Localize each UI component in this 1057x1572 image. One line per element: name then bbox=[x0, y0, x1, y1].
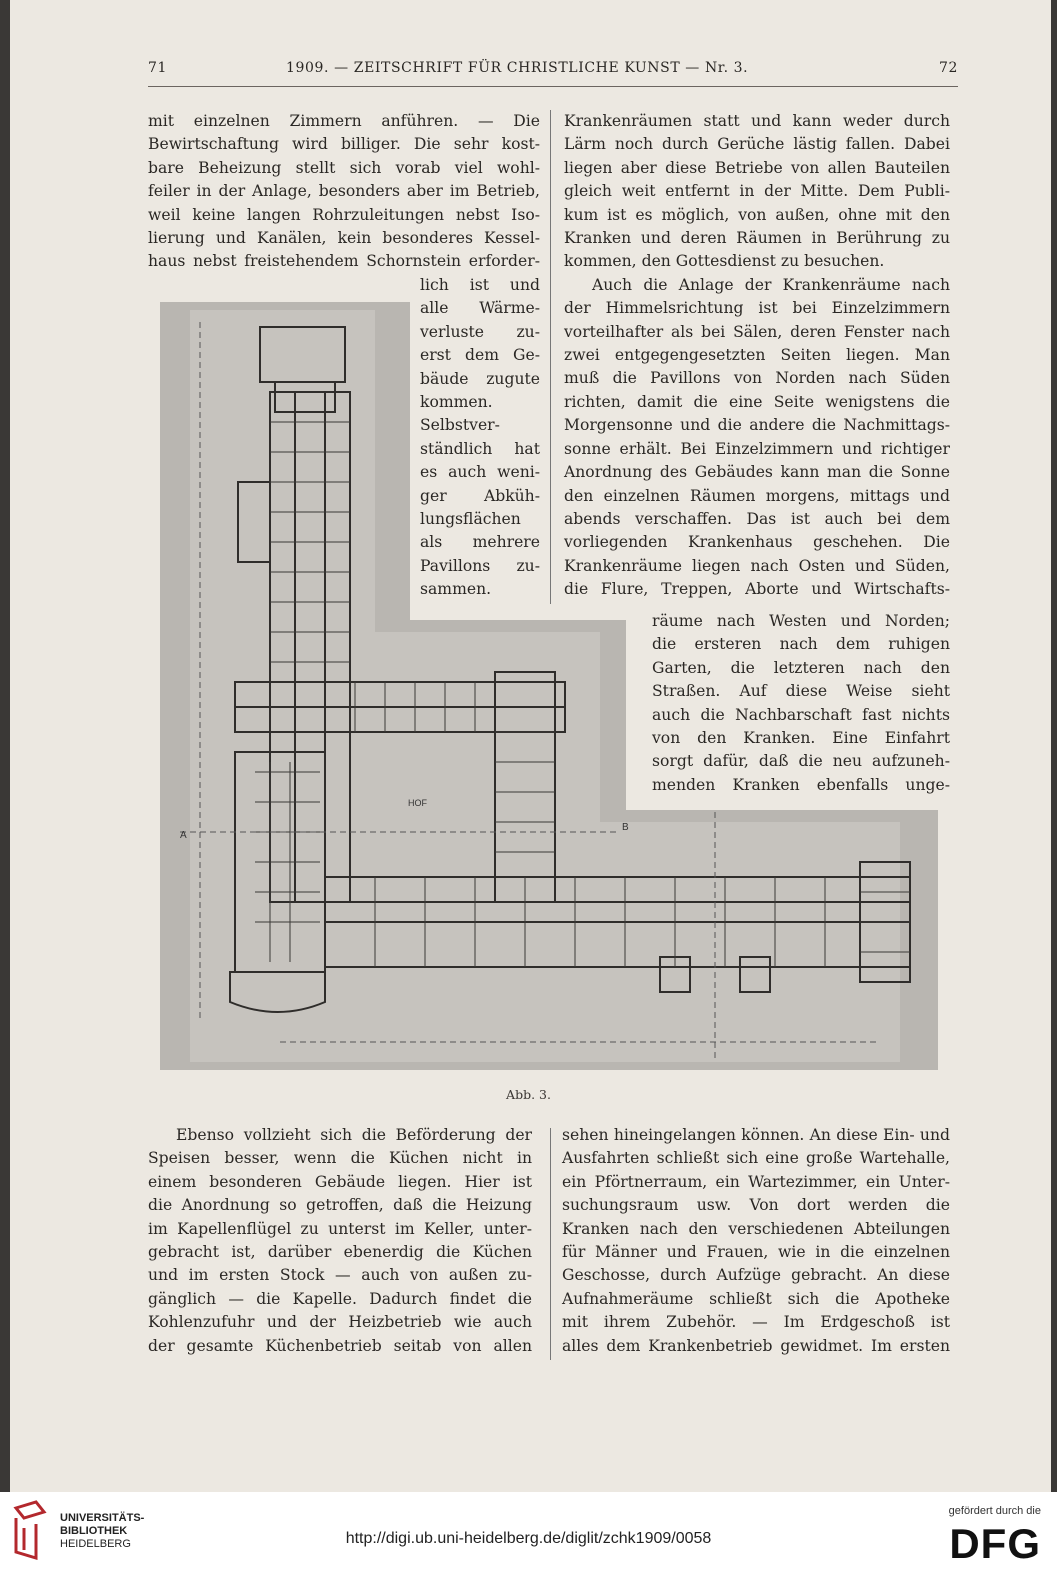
text-line: muß die Pavillons von Norden nach Süden bbox=[564, 369, 950, 388]
text-line: zwei entgegengesetzten Seiten liegen. Man bbox=[564, 346, 950, 365]
text-line: Ausfahrten schließt sich eine große Wartehalle, bbox=[562, 1149, 950, 1168]
text-line: ständlich hat bbox=[420, 439, 540, 458]
text-line: auch die Nachbarschaft fast nichts bbox=[652, 705, 950, 724]
text-line: als mehrere bbox=[420, 533, 540, 552]
text-line: kommen, den Gottesdienst zu besuchen. bbox=[564, 252, 885, 271]
text-line: alles dem Krankenbetrieb gewidmet. Im ersten bbox=[562, 1336, 950, 1355]
text-column-right-bottom bbox=[562, 1124, 950, 1358]
text-line: Auch die Anlage der Krankenräume nach bbox=[592, 275, 950, 294]
text-line: von den Kranken. Eine Einfahrt bbox=[652, 729, 950, 748]
text-line: sehen hineingelangen können. An diese Ein- und bbox=[562, 1126, 950, 1144]
text-column-left-top bbox=[148, 110, 540, 274]
text-line: Geschosse, durch Aufzüge gebracht. An diese bbox=[562, 1266, 950, 1285]
text-line: für Männer und Frauen, wie in die einzelnen bbox=[562, 1243, 950, 1262]
text-line: sonne erhält. Bei Einzelzimmern und richtiger bbox=[564, 439, 950, 458]
journal-title: 1909. — ZEITSCHRIFT FÜR CHRISTLICHE KUNST — Nr. 3. bbox=[286, 60, 749, 76]
text-line: Speisen besser, wenn die Küchen nicht in bbox=[148, 1149, 532, 1168]
text-line: räume nach Westen und Norden; bbox=[652, 612, 950, 630]
text-line: sammen. bbox=[420, 580, 492, 599]
text-line: gleich weit entfernt in der Mitte. Dem Publi- bbox=[564, 182, 950, 201]
text-line: bäude zugute bbox=[420, 369, 540, 388]
figure-caption: Abb. 3. bbox=[506, 1087, 551, 1102]
text-line: mit ihrem Zubehör. — Im Erdgeschoß ist bbox=[562, 1313, 950, 1332]
text-line: es auch weni- bbox=[420, 463, 540, 482]
label-section-a: A bbox=[180, 830, 187, 841]
label-hof: HOF bbox=[408, 798, 427, 808]
text-line: gebracht ist, darüber ebenerdig die Küchen bbox=[148, 1243, 532, 1262]
text-line: einem besonderen Gebäude liegen. Hier ist bbox=[148, 1172, 532, 1191]
text-line: Kranken nach den verschiedenen Abteilungen bbox=[562, 1219, 950, 1238]
text-line: sorgt dafür, daß die neu aufzuneh- bbox=[652, 752, 950, 771]
text-line: gänglich — die Kapelle. Dadurch findet die bbox=[148, 1289, 532, 1308]
funding-note: gefördert durch die bbox=[948, 1505, 1041, 1517]
text-line: Aufnahmeräume schließt sich die Apotheke bbox=[562, 1289, 950, 1308]
text-line: Anordnung des Gebäudes kann man die Sonne bbox=[564, 463, 950, 482]
text-column-left-bottom bbox=[148, 1124, 532, 1358]
text-line: erst dem Ge- bbox=[420, 346, 540, 365]
text-line: die Flure, Treppen, Aborte und Wirtschafts- bbox=[564, 580, 950, 599]
page-number-right: 72 bbox=[938, 60, 958, 76]
dfg-logo: DFG bbox=[949, 1520, 1041, 1567]
text-line: ger Abküh- bbox=[420, 486, 540, 505]
library-line-1: UNIVERSITÄTS- bbox=[60, 1512, 145, 1524]
text-line: richten, damit die eine Seite wenigstens die bbox=[564, 392, 950, 411]
text-line: lierung und Kanälen, kein besonderes Kessel- bbox=[148, 229, 540, 248]
column-rule-bottom bbox=[550, 1128, 551, 1360]
text-line: vorteilhafter als bei Sälen, deren Fenster nach bbox=[564, 322, 950, 341]
text-line: lich ist und bbox=[420, 276, 540, 294]
text-line: kommen. bbox=[420, 393, 493, 412]
text-line: Selbstver- bbox=[420, 416, 500, 435]
text-line: die Anordnung so getroffen, daß die Heizung bbox=[148, 1196, 532, 1215]
text-line: haus nebst freistehendem Schornstein erforder- bbox=[148, 252, 540, 271]
text-line: der gesamte Küchenbetrieb seitab von allen bbox=[148, 1336, 532, 1355]
text-line: vorliegenden Krankenhaus geschehen. Die bbox=[564, 533, 950, 552]
permalink-url[interactable]: http://digi.ub.uni-heidelberg.de/diglit/zchk1909/0058 bbox=[345, 1530, 712, 1547]
library-line-2: BIBLIOTHEK bbox=[60, 1525, 128, 1537]
text-line: der Himmelsrichtung ist bei Einzelzimmern bbox=[564, 299, 950, 318]
page-number-left: 71 bbox=[148, 60, 168, 76]
text-line: verluste zu- bbox=[420, 322, 540, 341]
text-line: lungsflächen bbox=[420, 510, 521, 529]
text-line: liegen aber diese Betriebe von allen Bauteilen bbox=[564, 158, 950, 177]
text-line: kum ist es möglich, von außen, ohne mit den bbox=[564, 205, 950, 224]
text-line: feiler in der Anlage, besonders aber im Betrieb, bbox=[148, 182, 540, 201]
scan-edge-left bbox=[0, 0, 10, 1492]
header-rule bbox=[148, 86, 958, 87]
text-line: Garten, die letzteren nach den bbox=[652, 658, 950, 677]
text-line: Kranken und deren Räumen in Berührung zu bbox=[564, 229, 950, 248]
label-section-b: B bbox=[622, 822, 629, 833]
text-line: Bewirtschaftung wird billiger. Die sehr kost- bbox=[148, 135, 540, 154]
text-line: mit einzelnen Zimmern anführen. — Die bbox=[148, 112, 540, 130]
text-line: die ersteren nach dem ruhigen bbox=[652, 635, 950, 654]
text-line: den einzelnen Räumen morgens, mittags und bbox=[564, 486, 950, 505]
text-line: Kohlenzufuhr und der Heizbetrieb wie auch bbox=[148, 1313, 532, 1332]
floor-plan-figure bbox=[160, 302, 940, 1072]
text-line: Straßen. Auf diese Weise sieht bbox=[652, 682, 950, 701]
scan-edge-right bbox=[1051, 0, 1057, 1492]
text-line: Krankenräumen statt und kann weder durch bbox=[564, 112, 950, 130]
text-line: ein Pförtnerraum, ein Wartezimmer, ein Unter- bbox=[562, 1172, 950, 1191]
text-line: weil keine langen Rohrzuleitungen nebst Iso- bbox=[148, 205, 540, 224]
text-line: bare Beheizung stellt sich vorab viel wohl- bbox=[148, 158, 540, 177]
text-line: und im ersten Stock — auch von außen zu- bbox=[148, 1266, 532, 1285]
library-line-3: HEIDELBERG bbox=[60, 1538, 131, 1550]
text-line: menden Kranken ebenfalls unge- bbox=[652, 775, 950, 794]
plan-site-area bbox=[190, 310, 900, 1062]
text-line: im Kapellenflügel zu unterst im Keller, unter- bbox=[148, 1219, 532, 1238]
text-line: suchungsraum usw. Von dort werden die bbox=[562, 1196, 950, 1215]
text-line: Pavillons zu- bbox=[420, 556, 540, 575]
text-line: Krankenräume liegen nach Osten und Süden, bbox=[564, 556, 950, 575]
text-line: Morgensonne und die andere die Nachmittags- bbox=[564, 416, 950, 435]
text-line: Ebenso vollzieht sich die Beförderung der bbox=[176, 1126, 532, 1144]
text-line: Lärm noch durch Gerüche lästig fallen. Dabei bbox=[564, 135, 950, 154]
text-line: abends verschaffen. Das ist auch bei dem bbox=[564, 509, 950, 528]
text-line: alle Wärme- bbox=[420, 299, 540, 318]
